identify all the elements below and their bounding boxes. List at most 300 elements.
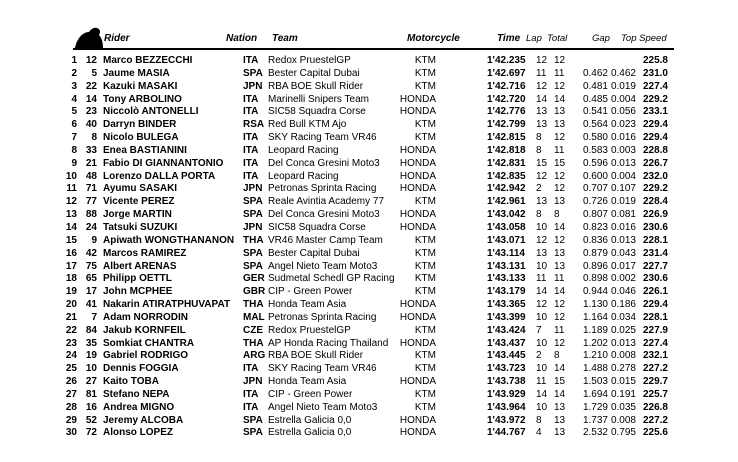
nation: ITA [243, 132, 259, 144]
lap-time: 1'43.424 [487, 324, 526, 336]
top-speed: 225.7 [642, 388, 668, 400]
gap-first: 0.583 [582, 144, 608, 156]
total-laps: 12 [554, 55, 566, 66]
nation: ARG [243, 350, 266, 362]
total-laps: 14 [554, 93, 566, 105]
gap-first: 0.898 [582, 273, 608, 285]
total-laps: 13 [554, 196, 566, 208]
top-speed: 226.8 [642, 401, 668, 413]
rider-number: 23 [85, 106, 97, 118]
gap-first: 0.807 [582, 209, 608, 221]
best-lap: 8 [536, 414, 542, 426]
gap-first: 1.488 [582, 363, 608, 375]
position: 14 [65, 221, 77, 233]
gap-first: 0.944 [582, 286, 608, 298]
lap-time: 1'42.235 [487, 55, 526, 66]
nation: SPA [243, 260, 263, 272]
nation: ITA [243, 144, 259, 156]
position: 29 [65, 414, 77, 426]
best-lap: 10 [536, 221, 548, 233]
team: Petronas Sprinta Racing [268, 183, 377, 195]
top-speed: 229.4 [642, 299, 668, 311]
rider-name: Kazuki MASAKI [103, 80, 178, 92]
rider-number: 7 [91, 311, 97, 323]
nation: CZE [243, 324, 263, 336]
lap-time: 1'42.831 [487, 157, 526, 169]
gap-previous: 0.107 [610, 183, 636, 195]
nation: JPN [243, 376, 263, 388]
table-row [0, 209, 738, 222]
motorcycle: KTM [414, 273, 436, 285]
gap-previous: 0.008 [610, 414, 636, 426]
rider-name: Albert ARENAS [103, 260, 177, 272]
rider-name: John MCPHEE [103, 286, 173, 298]
rider-name: Jakub KORNFEIL [103, 324, 186, 336]
best-lap: 13 [536, 196, 548, 208]
gap-first: 1.130 [582, 299, 608, 311]
lap-time: 1'42.776 [487, 106, 526, 118]
gap-first: 0.600 [582, 170, 608, 182]
top-speed: 229.2 [642, 93, 668, 105]
motorcycle: KTM [414, 350, 436, 362]
total-laps: 12 [554, 170, 566, 182]
best-lap: 12 [536, 234, 548, 246]
motorcycle: HONDA [399, 170, 436, 182]
rider-number: 84 [85, 324, 97, 336]
gap-previous: 0.015 [610, 376, 636, 388]
total-laps: 12 [554, 183, 566, 195]
top-speed: 227.7 [642, 260, 668, 272]
col-team: Team [272, 33, 298, 44]
gap-first: 2.532 [582, 427, 608, 439]
best-lap: 11 [536, 376, 547, 388]
lap-time: 1'43.133 [487, 273, 526, 285]
position: 1 [71, 55, 77, 66]
motorcycle: KTM [414, 119, 436, 131]
team: Sudmetal Schedl GP Racing [268, 273, 395, 285]
table-row [0, 119, 738, 132]
gap-first: 1.189 [582, 324, 608, 336]
gap-previous: 0.002 [610, 273, 636, 285]
gap-previous: 0.795 [610, 427, 636, 439]
lap-time: 1'43.972 [487, 414, 526, 426]
best-lap: 10 [536, 363, 548, 375]
best-lap: 12 [536, 55, 548, 66]
team: Petronas Sprinta Racing [268, 311, 377, 323]
best-lap: 13 [536, 106, 548, 118]
rider-number: 33 [85, 144, 97, 156]
team: SKY Racing Team VR46 [268, 363, 377, 375]
rider-name: Jorge MARTIN [103, 209, 172, 221]
gap-previous: 0.003 [610, 144, 636, 156]
col-time: Time [497, 33, 521, 44]
motorcycle: HONDA [399, 106, 436, 118]
nation: ITA [243, 106, 259, 118]
gap-first: 0.596 [582, 157, 608, 169]
rider-name: Jeremy ALCOBA [103, 414, 184, 426]
rider-name: Jaume MASIA [103, 67, 170, 79]
best-lap: 11 [536, 67, 547, 79]
gap-first: 0.541 [582, 106, 608, 118]
gap-previous: 0.013 [610, 337, 636, 349]
table-row [0, 183, 738, 196]
rider-name: Stefano NEPA [103, 388, 170, 400]
rider-name: Nakarin ATIRATPHUVAPAT [103, 299, 231, 311]
rider-number: 9 [91, 234, 97, 246]
table-row [0, 427, 738, 440]
table-row [0, 299, 738, 312]
team: Marinelli Snipers Team [268, 93, 369, 105]
motorcycle: HONDA [399, 299, 436, 311]
rider-name: Ayumu SASAKI [103, 183, 178, 195]
rider-number: 35 [85, 337, 97, 349]
motorcycle: KTM [414, 363, 436, 375]
rider-number: 75 [85, 260, 97, 272]
best-lap: 2 [536, 183, 542, 195]
col-total: Total [547, 33, 568, 44]
motorcycle: KTM [414, 80, 436, 92]
best-lap: 10 [536, 401, 548, 413]
best-lap: 10 [536, 337, 548, 349]
lap-time: 1'43.399 [487, 311, 526, 323]
table-row [0, 389, 738, 402]
col-motorcycle: Motorcycle [407, 33, 460, 44]
total-laps: 11 [554, 324, 565, 336]
top-speed: 229.4 [642, 132, 668, 144]
rider-name: Adam NORRODIN [103, 311, 189, 323]
table-row [0, 376, 738, 389]
total-laps: 8 [554, 209, 560, 221]
gap-previous: 0.016 [610, 132, 636, 144]
rider-name: Fabio DI GIANNANTONIO [103, 157, 224, 169]
rider-name: Apiwath WONGTHANANON [103, 234, 235, 246]
team: Redox PruestelGP [268, 55, 351, 66]
top-speed: 232.0 [642, 170, 668, 182]
motorcycle: HONDA [399, 376, 436, 388]
position: 15 [65, 234, 77, 246]
nation: ITA [243, 401, 259, 413]
position: 24 [65, 350, 77, 362]
gap-first: 0.481 [582, 80, 608, 92]
team: Bester Capital Dubai [268, 67, 360, 79]
top-speed: 232.1 [642, 350, 668, 362]
lap-time: 1'42.697 [487, 67, 526, 79]
best-lap: 8 [536, 144, 542, 156]
top-speed: 230.6 [642, 221, 668, 233]
table-row [0, 363, 738, 376]
table-row [0, 171, 738, 184]
position: 13 [65, 209, 77, 221]
rider-number: 19 [85, 350, 97, 362]
rider-number: 21 [85, 157, 97, 169]
rider-number: 71 [85, 183, 97, 195]
rider-number: 10 [85, 363, 97, 375]
total-laps: 14 [554, 221, 566, 233]
total-laps: 13 [554, 401, 566, 413]
rider-number: 52 [85, 414, 97, 426]
gap-first: 1.694 [582, 388, 608, 400]
nation: ITA [243, 93, 259, 105]
total-laps: 12 [554, 337, 566, 349]
nation: ITA [243, 363, 259, 375]
rider-name: Alonso LOPEZ [103, 427, 173, 439]
team: Del Conca Gresini Moto3 [268, 157, 380, 169]
gap-previous: 0.004 [610, 93, 636, 105]
rider-name: Gabriel RODRIGO [103, 350, 189, 362]
gap-first: 0.485 [582, 93, 608, 105]
gap-previous: 0.017 [610, 260, 636, 272]
motorcycle: HONDA [399, 157, 436, 169]
position: 19 [65, 286, 77, 298]
best-lap: 13 [536, 247, 548, 259]
lap-time: 1'43.365 [487, 299, 526, 311]
total-laps: 13 [554, 119, 566, 131]
lap-time: 1'43.179 [487, 286, 526, 298]
rider-number: 16 [85, 401, 97, 413]
motorcycle: HONDA [399, 209, 436, 221]
nation: JPN [243, 183, 263, 195]
nation: GBR [243, 286, 266, 298]
position: 10 [65, 170, 77, 182]
best-lap: 8 [536, 132, 542, 144]
col-rider: Rider [104, 33, 130, 44]
gap-previous: 0.046 [610, 286, 636, 298]
motorcycle: KTM [414, 324, 436, 336]
rider-number: 22 [85, 80, 97, 92]
motorcycle: KTM [414, 247, 436, 259]
motorcycle: KTM [414, 286, 436, 298]
best-lap: 14 [536, 388, 548, 400]
table-row [0, 286, 738, 299]
total-laps: 11 [554, 273, 565, 285]
motorcycle: KTM [414, 132, 436, 144]
motorcycle: HONDA [399, 414, 436, 426]
table-row [0, 222, 738, 235]
lap-time: 1'42.799 [487, 119, 526, 131]
best-lap: 8 [536, 209, 542, 221]
gap-first: 0.896 [582, 260, 608, 272]
nation: SPA [243, 247, 263, 259]
position: 17 [65, 260, 77, 272]
team: Red Bull KTM Ajo [268, 119, 347, 131]
gap-previous: 0.186 [610, 299, 636, 311]
total-laps: 15 [554, 157, 566, 169]
best-lap: 14 [536, 286, 548, 298]
col-lap: Lap [526, 33, 542, 44]
rider-name: Darryn BINDER [103, 119, 177, 131]
rider-name: Kaito TOBA [103, 376, 159, 388]
best-lap: 10 [536, 260, 548, 272]
rider-name: Marcos RAMIREZ [103, 247, 187, 259]
total-laps: 14 [554, 286, 566, 298]
total-laps: 13 [554, 260, 566, 272]
rider-number: 81 [85, 388, 97, 400]
position: 20 [65, 299, 77, 311]
team: AP Honda Racing Thailand [268, 337, 389, 349]
rider-number: 77 [85, 196, 97, 208]
nation: GER [243, 273, 265, 285]
position: 2 [71, 67, 77, 79]
lap-time: 1'43.042 [487, 209, 526, 221]
total-laps: 11 [554, 144, 565, 156]
top-speed: 229.4 [642, 119, 668, 131]
position: 9 [71, 157, 77, 169]
best-lap: 10 [536, 311, 548, 323]
motorcycle: HONDA [399, 93, 436, 105]
lap-time: 1'42.818 [487, 144, 526, 156]
position: 18 [65, 273, 77, 285]
table-row [0, 350, 738, 363]
nation: MAL [243, 311, 265, 323]
total-laps: 15 [554, 376, 566, 388]
rider-name: Dennis FOGGIA [103, 363, 179, 375]
motorcycle: KTM [414, 55, 436, 66]
lap-time: 1'43.437 [487, 337, 526, 349]
table-row [0, 81, 738, 94]
header-rule [100, 48, 674, 50]
lap-time: 1'43.929 [487, 388, 526, 400]
rider-number: 48 [85, 170, 97, 182]
team: SIC58 Squadra Corse [268, 106, 366, 118]
gap-previous: 0.023 [610, 119, 636, 131]
lap-time: 1'43.445 [487, 350, 526, 362]
position: 22 [65, 324, 77, 336]
table-row [0, 158, 738, 171]
best-lap: 11 [536, 273, 547, 285]
table-header [0, 0, 738, 48]
top-speed: 225.6 [642, 427, 668, 439]
motorcycle: KTM [414, 260, 436, 272]
team: Estrella Galicia 0,0 [268, 427, 352, 439]
table-row [0, 132, 738, 145]
position: 8 [71, 144, 77, 156]
motorcycle: HONDA [399, 427, 436, 439]
table-row [0, 68, 738, 81]
team: RBA BOE Skull Rider [268, 80, 364, 92]
rider-number: 17 [85, 286, 97, 298]
gap-previous: 0.004 [610, 170, 636, 182]
total-laps: 14 [554, 388, 566, 400]
rider-number: 42 [85, 247, 97, 259]
team: SIC58 Squadra Corse [268, 221, 366, 233]
rider-name: Tony ARBOLINO [103, 93, 182, 105]
top-speed: 227.4 [642, 80, 668, 92]
gap-previous: 0.056 [610, 106, 636, 118]
total-laps: 14 [554, 363, 566, 375]
gap-first: 1.503 [582, 376, 608, 388]
total-laps: 12 [554, 234, 566, 246]
best-lap: 12 [536, 80, 548, 92]
gap-previous: 0.191 [610, 388, 636, 400]
gap-first: 1.164 [582, 311, 608, 323]
nation: THA [243, 299, 264, 311]
team: Leopard Racing [268, 144, 339, 156]
lap-time: 1'43.071 [487, 234, 526, 246]
team: Reale Avintia Academy 77 [268, 196, 385, 208]
best-lap: 15 [536, 157, 548, 169]
col-nation: Nation [226, 33, 258, 44]
lap-time: 1'42.720 [487, 93, 526, 105]
total-laps: 13 [554, 247, 566, 259]
header-rule-left [73, 48, 100, 50]
team: Honda Team Asia [268, 299, 347, 311]
nation: SPA [243, 209, 263, 221]
motorcycle: KTM [414, 234, 436, 246]
nation: RSA [243, 119, 265, 131]
gap-previous: 0.013 [610, 157, 636, 169]
team: Angel Nieto Team Moto3 [268, 401, 378, 413]
top-speed: 228.1 [642, 234, 668, 246]
rider-number: 88 [85, 209, 97, 221]
top-speed: 226.7 [642, 157, 668, 169]
motorcycle: KTM [414, 67, 436, 79]
gap-previous: 0.008 [610, 350, 636, 362]
lap-time: 1'43.723 [487, 363, 526, 375]
total-laps: 13 [554, 427, 566, 439]
col-gap: Gap [592, 33, 610, 44]
table-row [0, 235, 738, 248]
total-laps: 12 [554, 311, 566, 323]
gap-previous: 0.019 [610, 80, 636, 92]
gap-first: 0.823 [582, 221, 608, 233]
top-speed: 228.8 [642, 144, 668, 156]
top-speed: 233.1 [642, 106, 668, 118]
rider-name: Nicolo BULEGA [103, 132, 179, 144]
table-row [0, 94, 738, 107]
top-speed: 231.0 [642, 67, 668, 79]
team: CIP - Green Power [268, 388, 353, 400]
team: RBA BOE Skull Rider [268, 350, 364, 362]
table-row [0, 325, 738, 338]
position: 4 [71, 93, 77, 105]
lap-time: 1'42.942 [487, 183, 526, 195]
best-lap: 14 [536, 93, 548, 105]
top-speed: 227.2 [642, 414, 668, 426]
motorcycle: KTM [414, 196, 436, 208]
total-laps: 13 [554, 414, 566, 426]
position: 21 [65, 311, 77, 323]
rider-number: 65 [85, 273, 97, 285]
rider-number: 8 [91, 132, 97, 144]
lap-time: 1'43.058 [487, 221, 526, 233]
rider-name: Vicente PEREZ [103, 196, 175, 208]
total-laps: 8 [554, 350, 560, 362]
top-speed: 230.6 [642, 273, 668, 285]
rider-name: Niccolò ANTONELLI [103, 106, 199, 118]
team: Leopard Racing [268, 170, 339, 182]
position: 25 [65, 363, 77, 375]
lap-time: 1'42.815 [487, 132, 526, 144]
nation: THA [243, 234, 264, 246]
rider-name: Andrea MIGNO [103, 401, 175, 413]
total-laps: 13 [554, 106, 566, 118]
motorcycle: HONDA [399, 221, 436, 233]
lap-time: 1'44.767 [487, 427, 526, 439]
top-speed: 226.1 [642, 286, 668, 298]
position: 27 [65, 388, 77, 400]
col-top-speed: Top Speed [621, 33, 667, 44]
table-row [0, 312, 738, 325]
nation: JPN [243, 221, 263, 233]
total-laps: 12 [554, 299, 566, 311]
table-row [0, 145, 738, 158]
table-row [0, 402, 738, 415]
table-row [0, 196, 738, 209]
best-lap: 4 [536, 427, 542, 439]
gap-first: 0.726 [582, 196, 608, 208]
gap-previous: 0.081 [610, 209, 636, 221]
table-row [0, 273, 738, 286]
